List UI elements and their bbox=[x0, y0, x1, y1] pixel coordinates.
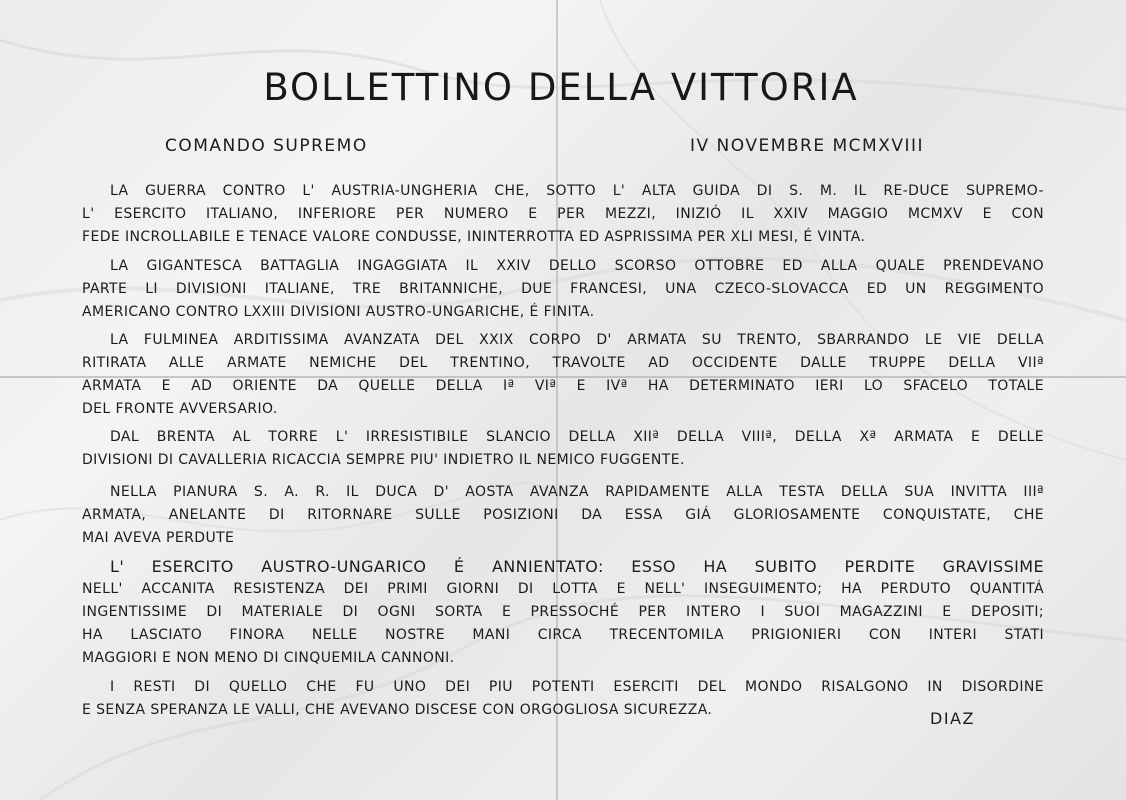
issuer-heading: COMANDO SUPREMO bbox=[165, 136, 368, 156]
text-line: FEDE INCROLLABILE E TENACE VALORE CONDUSSE, ININTERROTTA ED ASPRISSIMA PER XLI MESI, É VINTA. bbox=[82, 229, 866, 245]
text-line: RITIRATA ALLE ARMATE NEMICHE DEL TRENTINO, TRAVOLTE AD OCCIDENTE DALLE TRUPPE DELLA VIIª bbox=[82, 355, 1044, 371]
paragraph-7 bbox=[82, 676, 1044, 722]
paragraph-4 bbox=[82, 426, 1044, 472]
text-line: MAI AVEVA PERDUTE bbox=[82, 530, 235, 546]
plaque-title bbox=[0, 66, 1126, 109]
text-line: AMERICANO CONTRO LXXIII DIVISIONI AUSTRO-UNGARICHE, É FINITA. bbox=[82, 304, 595, 320]
text-line: ARMATA, ANELANTE DI RITORNARE SULLE POSIZIONI DA ESSA GIÁ GLORIOSAMENTE CONQUISTATE, CHE bbox=[82, 507, 1044, 523]
text-line: L' ESERCITO AUSTRO-UNGARICO É ANNIENTATO: ESSO HA SUBITO PERDITE GRAVISSIME bbox=[110, 557, 1044, 576]
text-line: NELL' ACCANITA RESISTENZA DEI PRIMI GIORNI DI LOTTA E NELL' INSEGUIMENTO; HA PERDUTO QUANTITÁ bbox=[82, 581, 1044, 597]
paragraph-3 bbox=[82, 329, 1044, 421]
text-line: INGENTISSIME DI MATERIALE DI OGNI SORTA E PRESSOCHÉ PER INTERO I SUOI MAGAZZINI E DEPOSITI; bbox=[82, 604, 1044, 620]
text-line: I RESTI DI QUELLO CHE FU UNO DEI PIU POTENTI ESERCITI DEL MONDO RISALGONO IN DISORDINE bbox=[110, 679, 1044, 695]
plaque-title-text: BOLLETTINO DELLA VITTORIA bbox=[263, 66, 859, 109]
paragraph-1 bbox=[82, 180, 1044, 249]
text-line: ARMATA E AD ORIENTE DA QUELLE DELLA Iª VIª E IVª HA DETERMINATO IERI LO SFACELO TOTALE bbox=[82, 378, 1044, 394]
text-line: E SENZA SPERANZA LE VALLI, CHE AVEVANO DISCESE CON ORGOGLIOSA SICUREZZA. bbox=[82, 702, 713, 718]
text-line: DIVISIONI DI CAVALLERIA RICACCIA SEMPRE PIU' INDIETRO IL NEMICO FUGGENTE. bbox=[82, 452, 685, 468]
text-line: HA LASCIATO FINORA NELLE NOSTRE MANI CIRCA TRECENTOMILA PRIGIONIERI CON INTERI STATI bbox=[82, 627, 1044, 643]
text-line: LA GUERRA CONTRO L' AUSTRIA-UNGHERIA CHE, SOTTO L' ALTA GUIDA DI S. M. IL RE-DUCE SUPREMO- bbox=[110, 183, 1044, 199]
text-line: L' ESERCITO ITALIANO, INFERIORE PER NUMERO E PER MEZZI, INIZIÓ IL XXIV MAGGIO MCMXV E CON bbox=[82, 206, 1044, 222]
paragraph-6 bbox=[82, 555, 1044, 670]
text-line: DEL FRONTE AVVERSARIO. bbox=[82, 401, 278, 417]
paragraph-2 bbox=[82, 255, 1044, 324]
text-line: DAL BRENTA AL TORRE L' IRRESISTIBILE SLANCIO DELLA XIIª DELLA VIIIª, DELLA Xª ARMATA E DELLE bbox=[110, 429, 1044, 445]
text-line: LA GIGANTESCA BATTAGLIA INGAGGIATA IL XXIV DELLO SCORSO OTTOBRE ED ALLA QUALE PRENDEVANO bbox=[110, 258, 1044, 274]
text-line: MAGGIORI E NON MENO DI CINQUEMILA CANNONI. bbox=[82, 650, 455, 666]
date-heading: IV NOVEMBRE MCMXVIII bbox=[690, 136, 925, 156]
text-line: PARTE LI DIVISIONI ITALIANE, TRE BRITANNICHE, DUE FRANCESI, UNA CZECO-SLOVACCA ED UN REGGIMENTO bbox=[82, 281, 1044, 297]
text-line: NELLA PIANURA S. A. R. IL DUCA D' AOSTA AVANZA RAPIDAMENTE ALLA TESTA DELLA SUA INVITTA IIIª bbox=[110, 484, 1044, 500]
paragraph-5 bbox=[82, 481, 1044, 550]
signature: DIAZ bbox=[930, 709, 975, 728]
text-line: LA FULMINEA ARDITISSIMA AVANZATA DEL XXIX CORPO D' ARMATA SU TRENTO, SBARRANDO LE VIE DELLA bbox=[110, 332, 1044, 348]
